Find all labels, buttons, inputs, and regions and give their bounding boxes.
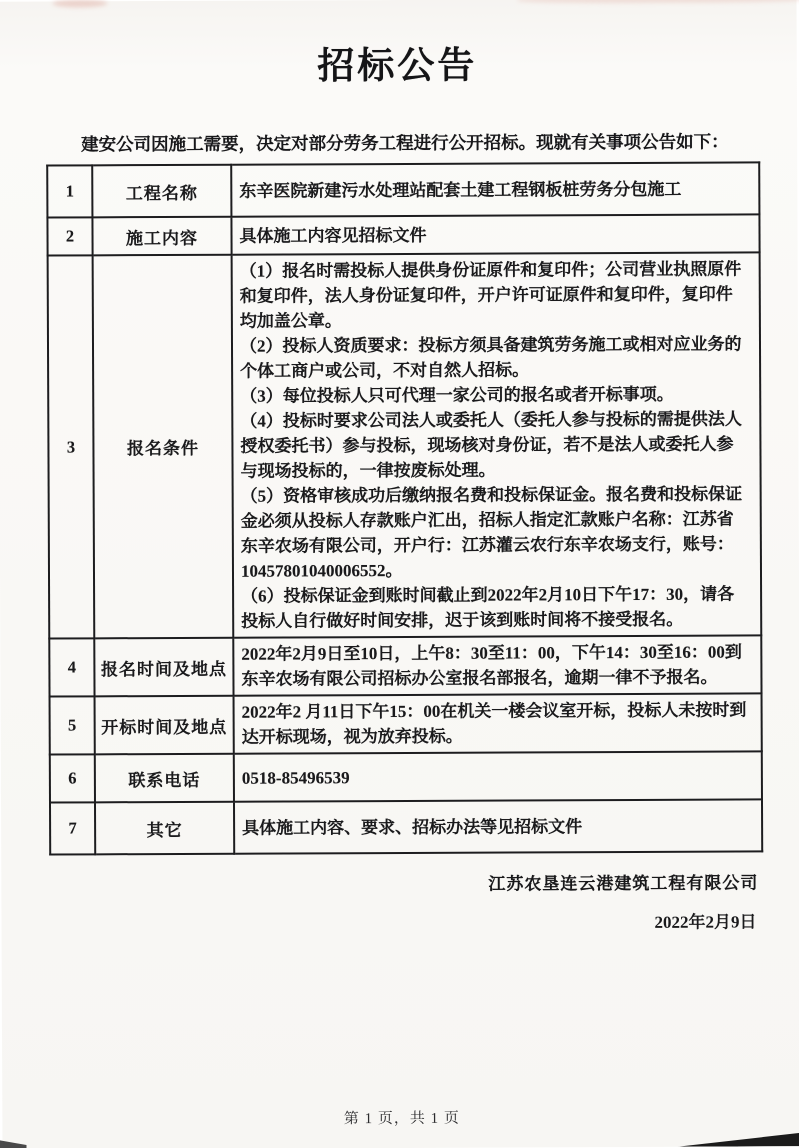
content-paragraph: 2022年2月9日至10日，上午8：30至11：00，下午14：30至16：00到东辛农场有限公司招标办公室报名部报名，逾期一律不予报名。 [241, 642, 742, 689]
row-label: 开标时间及地点 [95, 696, 234, 755]
row-content [234, 693, 762, 753]
issue-date: 2022年2月9日 [654, 912, 757, 932]
row-label: 报名条件 [93, 255, 234, 639]
table-row [50, 751, 762, 802]
row-content [231, 214, 759, 254]
row-content [233, 635, 761, 695]
row-content [231, 162, 759, 216]
table-row [50, 693, 762, 754]
table-row [49, 635, 761, 696]
issuer-signature: 江苏农垦连云港建筑工程有限公司 [488, 873, 759, 894]
row-number: 6 [50, 754, 95, 802]
row-label: 工程名称 [92, 165, 231, 218]
row-label: 联系电话 [95, 754, 234, 803]
intro-paragraph: 建安公司因施工需要，决定对部分劳务工程进行公开招标。现就有关事项公告如下： [81, 131, 729, 155]
page-title: 招标公告 [317, 45, 478, 88]
scan-corner-wedge [677, 1132, 799, 1147]
row-number: 4 [49, 638, 94, 696]
table-row [47, 162, 759, 217]
content-paragraph: （5）资格审核成功后缴纳报名费和投标保证金。报名费和投标保证金必须从投标人存款账户汇出，招标人指定汇款账户名称：江苏省东辛农场有限公司，开户行：江苏灌云农行东辛农场支行，账号：10457801040006552。 [240, 484, 743, 581]
content-paragraph: （3）每位投标人只可代理一家公司的报名或者开标事项。 [240, 384, 674, 406]
content-paragraph: （2）投标人资质要求：投标方须具备建筑劳务施工或相对应业务的个体工商户或公司，不对自然人招标。 [239, 334, 742, 381]
content-paragraph: 东辛医院新建污水处理站配套土建工程钢板桩劳务分包施工 [239, 179, 682, 201]
content-paragraph: （4）投标时要求公司法人或委托人（委托人参与投标的需提供法人授权委托书）参与投标，现场核对身份证，若不是法人或委托人参与现场投标的，一律按废标处理。 [240, 409, 742, 481]
content-paragraph: 具体施工内容、要求、招标办法等见招标文件 [242, 816, 583, 838]
bid-table [46, 161, 763, 855]
row-content [232, 252, 762, 637]
row-label: 其它 [95, 802, 234, 855]
content-paragraph: （6）投标保证金到账时间截止到2022年2月10日下午17：30，请各投标人自行做好时间安排，迟于该到账时间将不接受报名。 [241, 584, 735, 631]
row-number: 3 [48, 255, 95, 638]
row-label: 施工内容 [92, 217, 231, 256]
content-paragraph: 具体施工内容见招标文件 [239, 225, 427, 246]
table-row [50, 799, 762, 854]
row-label: 报名时间及地点 [94, 638, 233, 697]
row-number: 5 [50, 696, 95, 754]
content-paragraph: （1）报名时需投标人提供身份证原件和复印件；公司营业执照原件和复印件，法人身份证复印件，开户许可证原件和复印件，复印件均加盖公章。 [239, 259, 742, 331]
content-paragraph: 0518-85496539 [241, 767, 350, 788]
table-row [48, 252, 762, 638]
table-row [47, 214, 759, 255]
row-content [234, 799, 762, 853]
bid-table-body [47, 162, 762, 854]
row-number: 7 [50, 802, 95, 854]
scan-corner-mark [0, 1140, 27, 1148]
row-number: 1 [47, 165, 92, 217]
content-paragraph: 2022年2 月11日下午15：00在机关一楼会议室开标，投标人未按时到达开标现场，视为放弃投标。 [241, 700, 747, 747]
row-number: 2 [47, 217, 92, 255]
page-number-footer: 第 1 页，共 1 页 [343, 1110, 460, 1128]
row-content [234, 751, 762, 801]
